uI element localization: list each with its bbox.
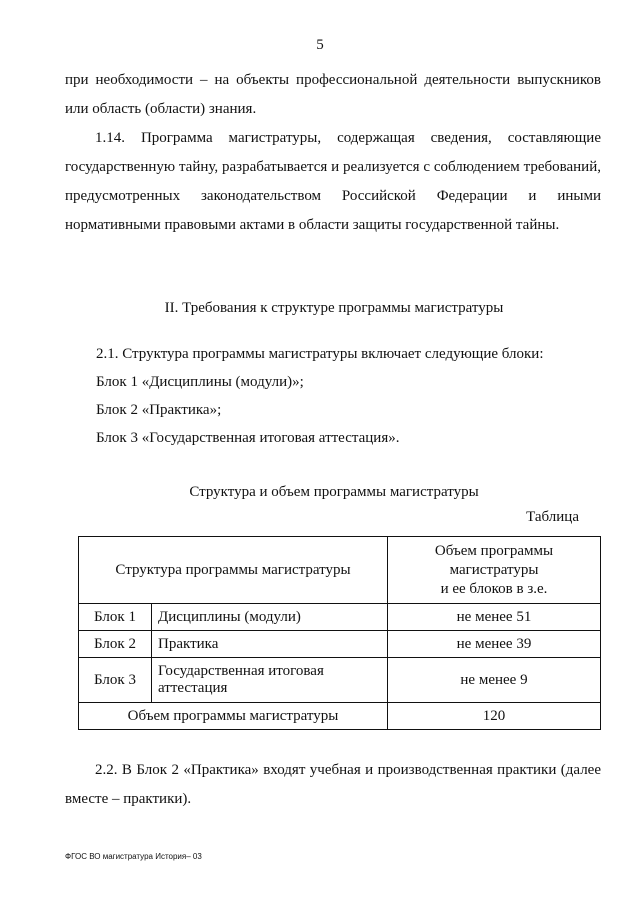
row-value: не менее 39 [388, 631, 601, 658]
structure-intro-line: 2.1. Структура программы магистратуры включает следующие блоки: [96, 346, 544, 362]
header-volume-line-3: и ее блоков в з.е. [440, 580, 548, 597]
total-value: 120 [388, 703, 601, 730]
footer-document-code: ФГОС ВО магистратура История– 03 [65, 852, 202, 861]
block-1-line: Блок 1 «Дисциплины (модули)»; [96, 374, 304, 390]
header-volume [388, 537, 601, 604]
structure-table [78, 536, 601, 730]
section-heading: II. Требования к структуре программы магистратуры [164, 300, 504, 316]
table-header-row [79, 537, 601, 604]
table-caption: Структура и объем программы магистратуры [189, 484, 479, 500]
header-volume-line-1: Объем программы [434, 542, 554, 559]
total-label: Объем программы магистратуры [79, 703, 388, 730]
page-number: 5 [316, 37, 324, 53]
table-row [79, 658, 601, 703]
row-block: Блок 1 [79, 604, 152, 631]
table-total-row [79, 703, 601, 730]
row-value: не менее 9 [388, 658, 601, 703]
row-block: Блок 3 [79, 658, 152, 703]
block-2-line: Блок 2 «Практика»; [96, 402, 222, 418]
row-name: Государственная итоговая аттестация [152, 658, 388, 703]
table-row [79, 631, 601, 658]
table-row [79, 604, 601, 631]
paragraph-practice: 2.2. В Блок 2 «Практика» входят учебная и производственная практики (далее вместе – практики). [65, 762, 601, 807]
row-block: Блок 2 [79, 631, 152, 658]
paragraph-scope-continuation: при необходимости – на объекты профессиональной деятельности выпускников или область (области) знания. [65, 72, 601, 117]
row-name: Практика [152, 631, 388, 658]
header-volume-line-2: магистратуры [449, 561, 539, 578]
row-value: не менее 51 [388, 604, 601, 631]
row-name: Дисциплины (модули) [152, 604, 388, 631]
table-label: Таблица [526, 509, 579, 525]
block-3-line: Блок 3 «Государственная итоговая аттестация». [96, 430, 400, 446]
header-structure: Структура программы магистратуры [79, 537, 388, 604]
paragraph-state-secret: 1.14. Программа магистратуры, содержащая сведения, составляющие государственную тайну, разрабатывается и реализуется с соблюдением требований, предусмотренных законодательством Российской Федерации и иными нормативными правовыми актами в области защиты государственной тайны. [65, 130, 601, 233]
